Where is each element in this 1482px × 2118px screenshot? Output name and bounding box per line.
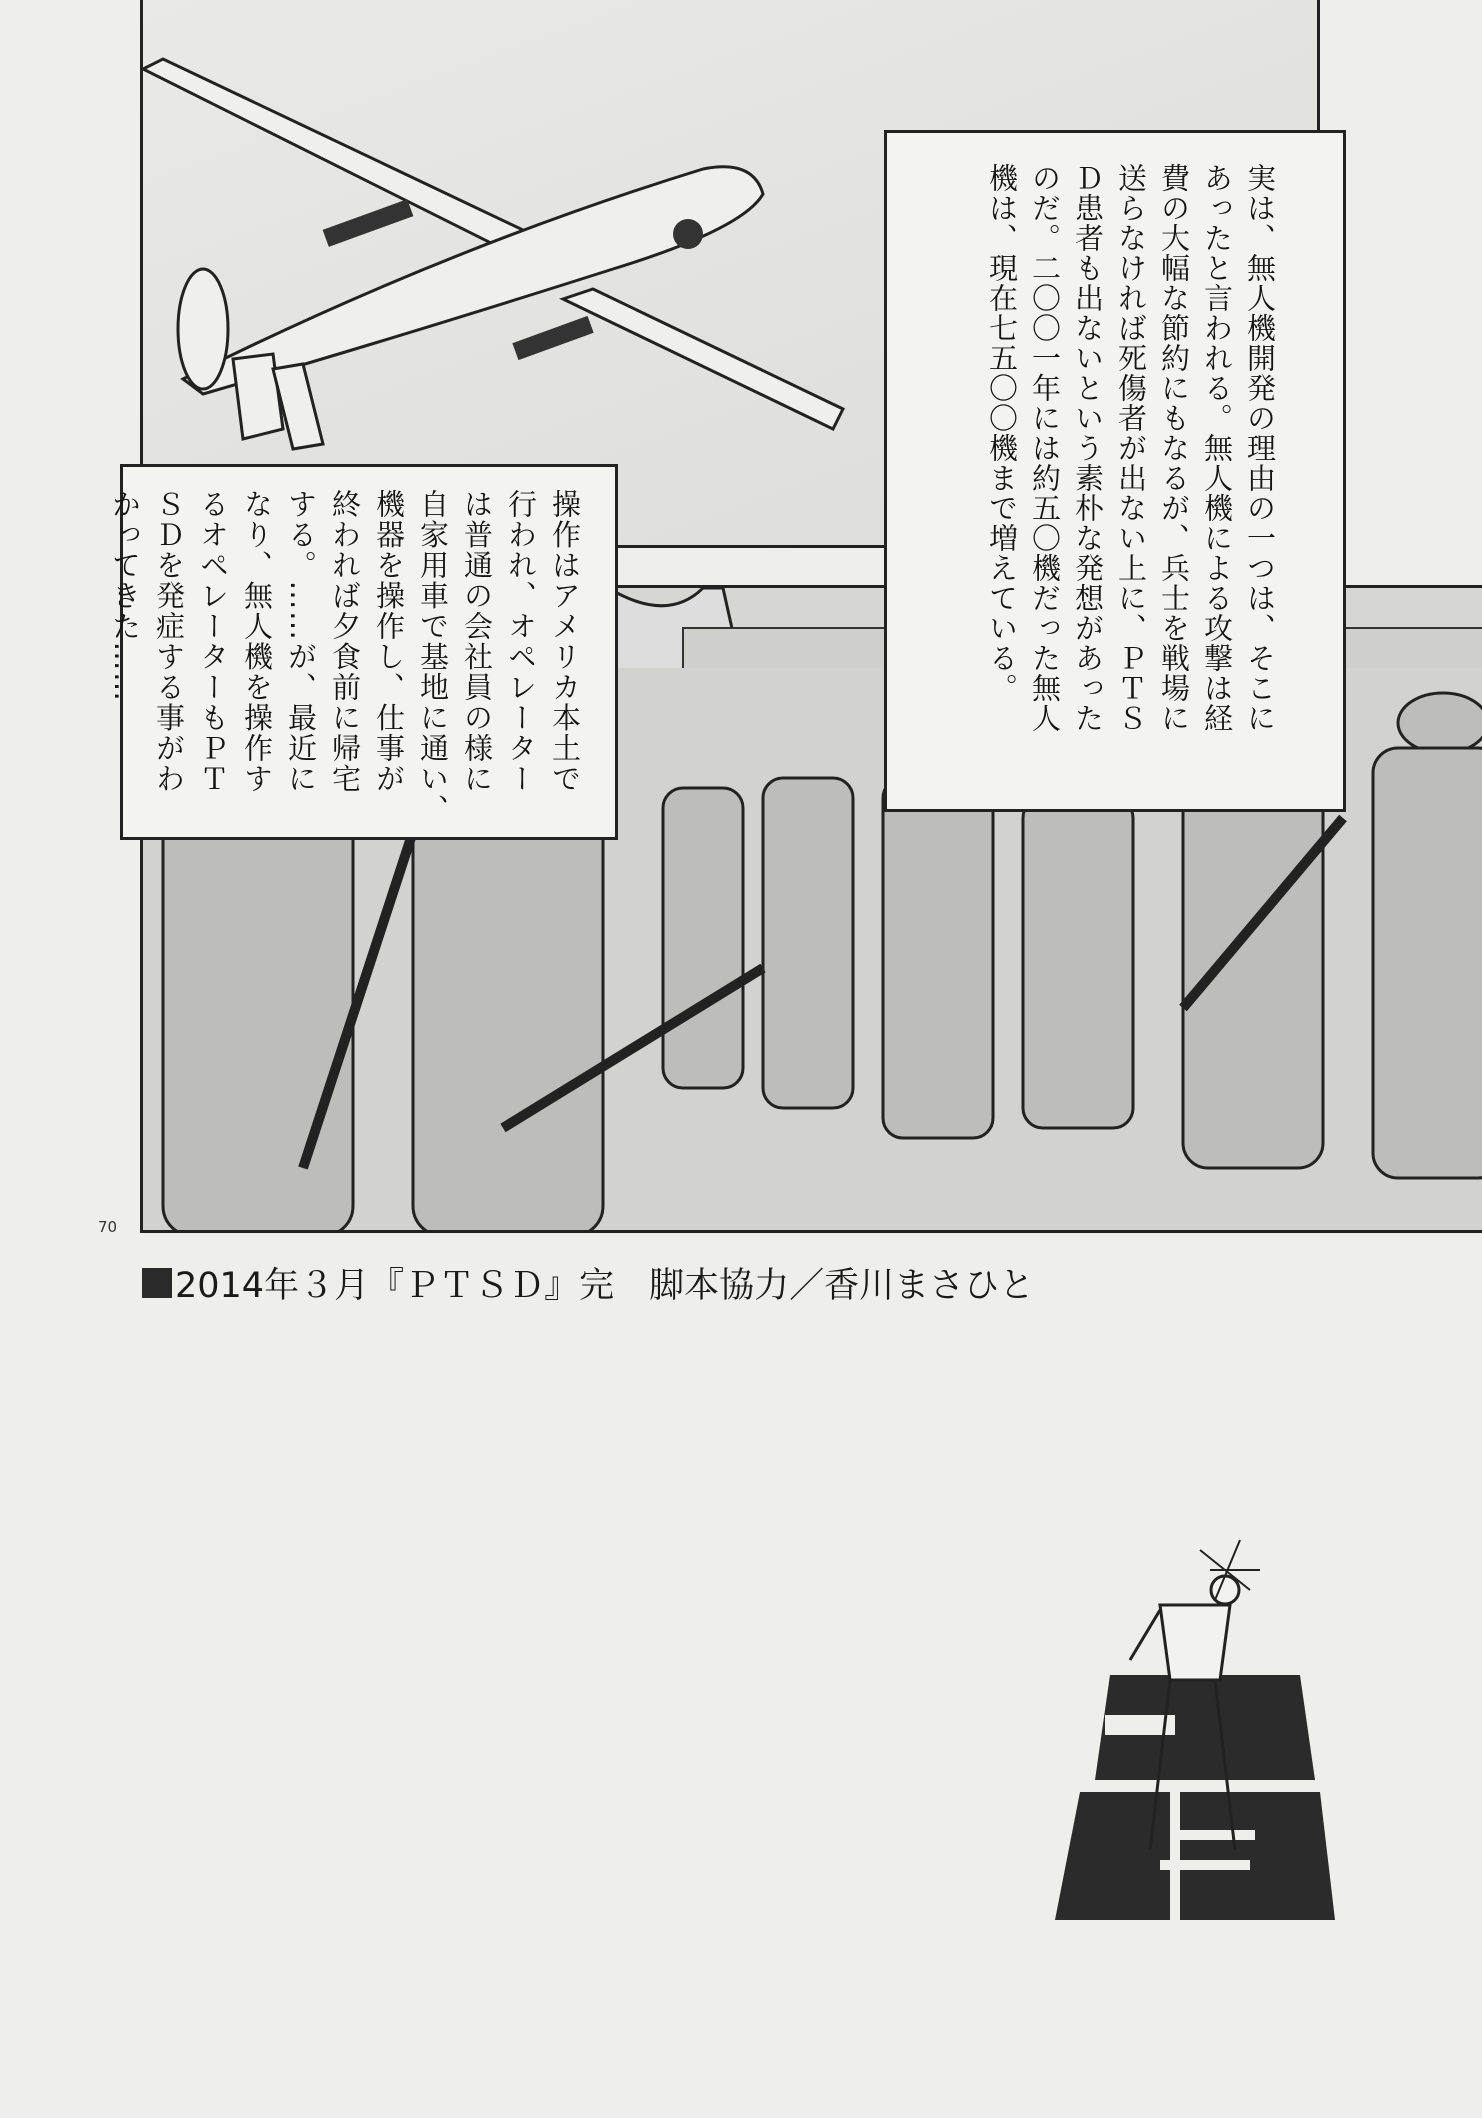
drone-right-wing [563,289,843,429]
soldier-far-right [1373,748,1482,1178]
black-square-icon [142,1268,172,1298]
missile-right [512,316,593,360]
narration-line: かってきた…… [108,489,142,703]
narration-line: 操作はアメリカ本土で [548,489,582,794]
soldier-group [763,778,853,1108]
drone-propeller [178,269,228,389]
narration-line: 終われば夕食前に帰宅 [328,489,362,794]
end-caption [142,1258,1034,1308]
narration-line: 機は、現在七五〇〇機まで増えている。 [985,163,1019,703]
logo-block-bottom [1055,1792,1335,1920]
narration-line: 機器を操作し、仕事が [372,489,406,794]
drone-sensor-ball [673,219,703,249]
page-number: 70 [98,1218,118,1236]
narration-line: は普通の会社員の様に [460,489,494,794]
narration-line: 費の大幅な節約にもなるが、兵士を戦場に [1157,163,1191,733]
narration-line: 実は、無人機開発の理由の一つは、そこに [1243,163,1277,733]
narration-text [103,489,587,825]
drone-tail-fin [233,354,283,439]
soldier-group [1023,798,1133,1128]
narration-text [980,163,1281,733]
soldier-group [663,788,743,1088]
narration-line: のだ。二〇〇一年には約五〇機だった無人 [1028,163,1062,733]
caption-text: 2014年３月『ＰＴＳＤ』完 脚本協力／香川まさひと [175,1266,1035,1306]
narration-line: 自家用車で基地に通い、 [416,489,450,825]
narration-line: 行われ、オペレーター [504,489,538,794]
narration-box-left [108,464,618,840]
narration-line: あったと言われる。無人機による攻撃は経 [1200,163,1234,733]
narration-line: Ｄ患者も出ないという素朴な発想があった [1071,163,1105,733]
narration-line: るオペレーターもＰＴ [196,489,230,794]
narration-line: なり、無人機を操作す [240,489,274,794]
narration-line: する。……が、最近に [284,489,318,794]
narration-line: ＳＤを発症する事がわ [152,489,186,794]
missile-left [323,199,414,247]
soldier-group [883,778,993,1138]
soldier-helmet [1398,693,1482,753]
narration-box-right [884,130,1346,812]
golgo13-logo [1040,1530,1360,1950]
narration-line: 送らなければ死傷者が出ない上に、ＰＴＳ [1114,163,1148,733]
